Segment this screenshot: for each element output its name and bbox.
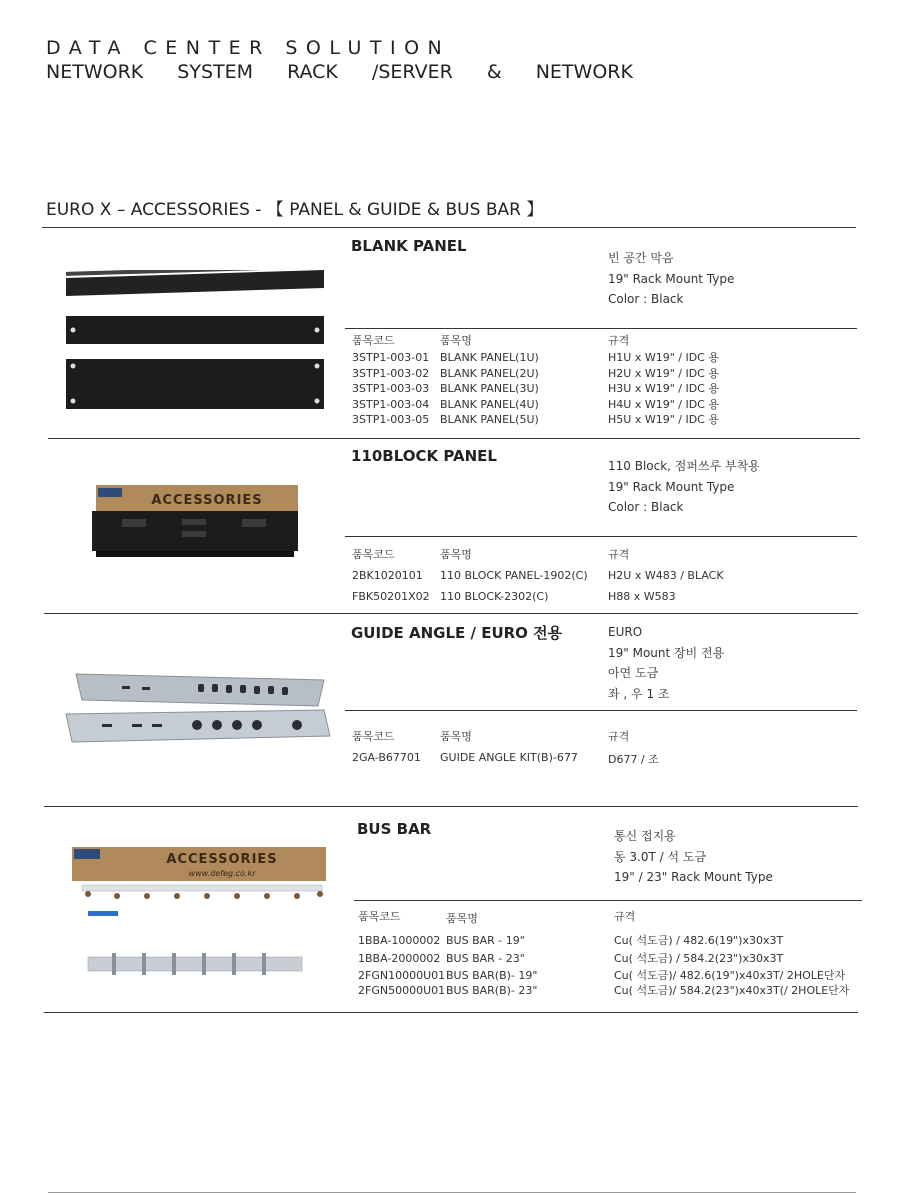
footer-line: [48, 1192, 856, 1193]
col-header-code: 품목코드: [352, 730, 395, 743]
cell-code: 1BBA-2000002: [358, 952, 441, 965]
col-header-code: 품목코드: [358, 910, 401, 923]
col-header-spec: 규격: [608, 548, 630, 561]
desc-line: EURO: [608, 625, 643, 639]
product-title: 110BLOCK PANEL: [351, 447, 497, 465]
product-title: BLANK PANEL: [351, 237, 467, 255]
divider: [345, 710, 857, 711]
110block-panel-image: [92, 485, 302, 560]
cell-spec: H2U x W19" / IDC 용: [608, 366, 719, 380]
desc-line: 통신 접지용: [614, 829, 676, 843]
box-url: www.defeg.co.kr: [188, 869, 256, 878]
cell-code: 2GA-B67701: [352, 751, 421, 764]
desc-line: 19" Rack Mount Type: [608, 271, 735, 286]
col-header-name: 품목명: [440, 730, 472, 743]
box-label: ACCESSORIES: [151, 493, 263, 508]
cell-name: 110 BLOCK PANEL-1902(C): [440, 569, 588, 582]
divider: [345, 536, 857, 537]
cell-name: BLANK PANEL(1U): [440, 351, 539, 364]
cell-name: BLANK PANEL(4U): [440, 397, 539, 411]
desc-line: 19" / 23" Rack Mount Type: [614, 870, 773, 884]
cell-code: FBK50201X02: [352, 590, 430, 603]
product-description: [608, 248, 734, 310]
cell-name: BUS BAR - 19": [446, 934, 525, 947]
cell-name: BUS BAR(B)- 19": [446, 969, 538, 982]
col-header-name: 품목명: [446, 912, 478, 925]
cell-name: BLANK PANEL(3U): [440, 382, 539, 395]
cell-spec: H1U x W19" / IDC 용: [608, 351, 719, 364]
cell-name: BLANK PANEL(2U): [440, 366, 539, 380]
header-word: /SERVER: [371, 61, 453, 83]
col-header-code: 품목코드: [352, 334, 395, 347]
header-word: &: [486, 61, 502, 83]
divider: [44, 806, 858, 807]
divider: [48, 438, 860, 439]
divider: [345, 328, 857, 329]
cell-code: 2FGN50000U01: [358, 984, 446, 997]
cell-code: 3STP1-003-04: [352, 397, 430, 411]
header-word: NETWORK: [46, 61, 144, 83]
desc-line: 좌 , 우 1 조: [608, 686, 670, 701]
col-header-code: 품목코드: [352, 548, 395, 561]
header-subtitle: [46, 61, 661, 83]
cell-code: 3STP1-003-02: [352, 366, 430, 380]
desc-line: 19" Rack Mount Type: [608, 479, 735, 494]
code-column: [358, 932, 445, 998]
section-title: EURO X – ACCESSORIES - 【 PANEL & GUIDE & BUS BAR 】: [46, 200, 544, 220]
name-column: [440, 350, 539, 428]
code-column: [352, 350, 429, 428]
spec-column: [614, 932, 849, 998]
cell-name: BUS BAR - 23": [446, 952, 525, 965]
col-header-spec: 규격: [608, 334, 630, 347]
cell-code: 2BK1020101: [352, 569, 423, 582]
col-header-name: 품목명: [440, 548, 472, 561]
desc-line: Color : Black: [608, 500, 684, 514]
divider: [44, 1012, 858, 1013]
col-header-name: 품목명: [440, 334, 472, 347]
cell-spec: H3U x W19" / IDC 용: [608, 382, 719, 395]
cell-spec: H5U x W19" / IDC 용: [608, 413, 719, 426]
desc-line: 동 3.0T / 석 도금: [614, 849, 707, 864]
product-description: [608, 456, 760, 518]
divider: [44, 613, 858, 614]
cell-spec: H2U x W483 / BLACK: [608, 569, 724, 582]
product-title: BUS BAR: [357, 820, 432, 838]
name-column: [446, 932, 537, 998]
cell-spec: Cu( 석도금)/ 584.2(23")x40x3T(/ 2HOLE단자: [614, 984, 850, 997]
box-label: ACCESSORIES: [166, 852, 278, 867]
guide-angle-image: [62, 670, 332, 750]
desc-line: 아연 도금: [608, 666, 659, 680]
cell-spec: Cu( 석도금) / 584.2(23")x30x3T: [614, 952, 784, 965]
product-description: [614, 826, 773, 888]
cell-name: BLANK PANEL(5U): [440, 413, 539, 426]
cell-name: GUIDE ANGLE KIT(B)-677: [440, 751, 578, 764]
blank-panel-image: [62, 270, 332, 415]
cell-spec: D677 / 조: [608, 753, 659, 766]
cell-name: BUS BAR(B)- 23": [446, 984, 538, 997]
cell-spec: H88 x W583: [608, 590, 676, 603]
cell-name: 110 BLOCK-2302(C): [440, 590, 549, 603]
cell-code: 2FGN10000U01: [358, 969, 446, 982]
desc-line: 110 Block, 점퍼쓰루 부착용: [608, 459, 760, 473]
divider: [354, 900, 862, 901]
col-header-spec: 규격: [614, 910, 636, 923]
cell-spec: H4U x W19" / IDC 용: [608, 397, 719, 411]
product-title: GUIDE ANGLE / EURO 전용: [351, 624, 563, 642]
desc-line: 빈 공간 막음: [608, 251, 674, 265]
header-word: RACK: [287, 61, 338, 83]
col-header-spec: 규격: [608, 730, 630, 743]
cell-code: 1BBA-1000002: [358, 934, 441, 947]
cell-spec: Cu( 석도금)/ 482.6(19")x40x3T/ 2HOLE단자: [614, 969, 846, 982]
divider: [42, 227, 856, 228]
desc-line: 19" Mount 장비 전용: [608, 645, 725, 660]
desc-line: Color : Black: [608, 292, 684, 306]
cell-spec: Cu( 석도금) / 482.6(19")x30x3T: [614, 934, 784, 947]
product-description: [608, 622, 724, 704]
spec-column: [608, 350, 719, 428]
header-word: NETWORK: [535, 61, 633, 83]
header-title: DATA CENTER SOLUTION: [46, 37, 451, 59]
cell-code: 3STP1-003-03: [352, 382, 430, 395]
cell-code: 3STP1-003-05: [352, 413, 430, 426]
bus-bar-image: [72, 845, 330, 1005]
cell-code: 3STP1-003-01: [352, 351, 430, 364]
header-word: SYSTEM: [177, 61, 254, 83]
